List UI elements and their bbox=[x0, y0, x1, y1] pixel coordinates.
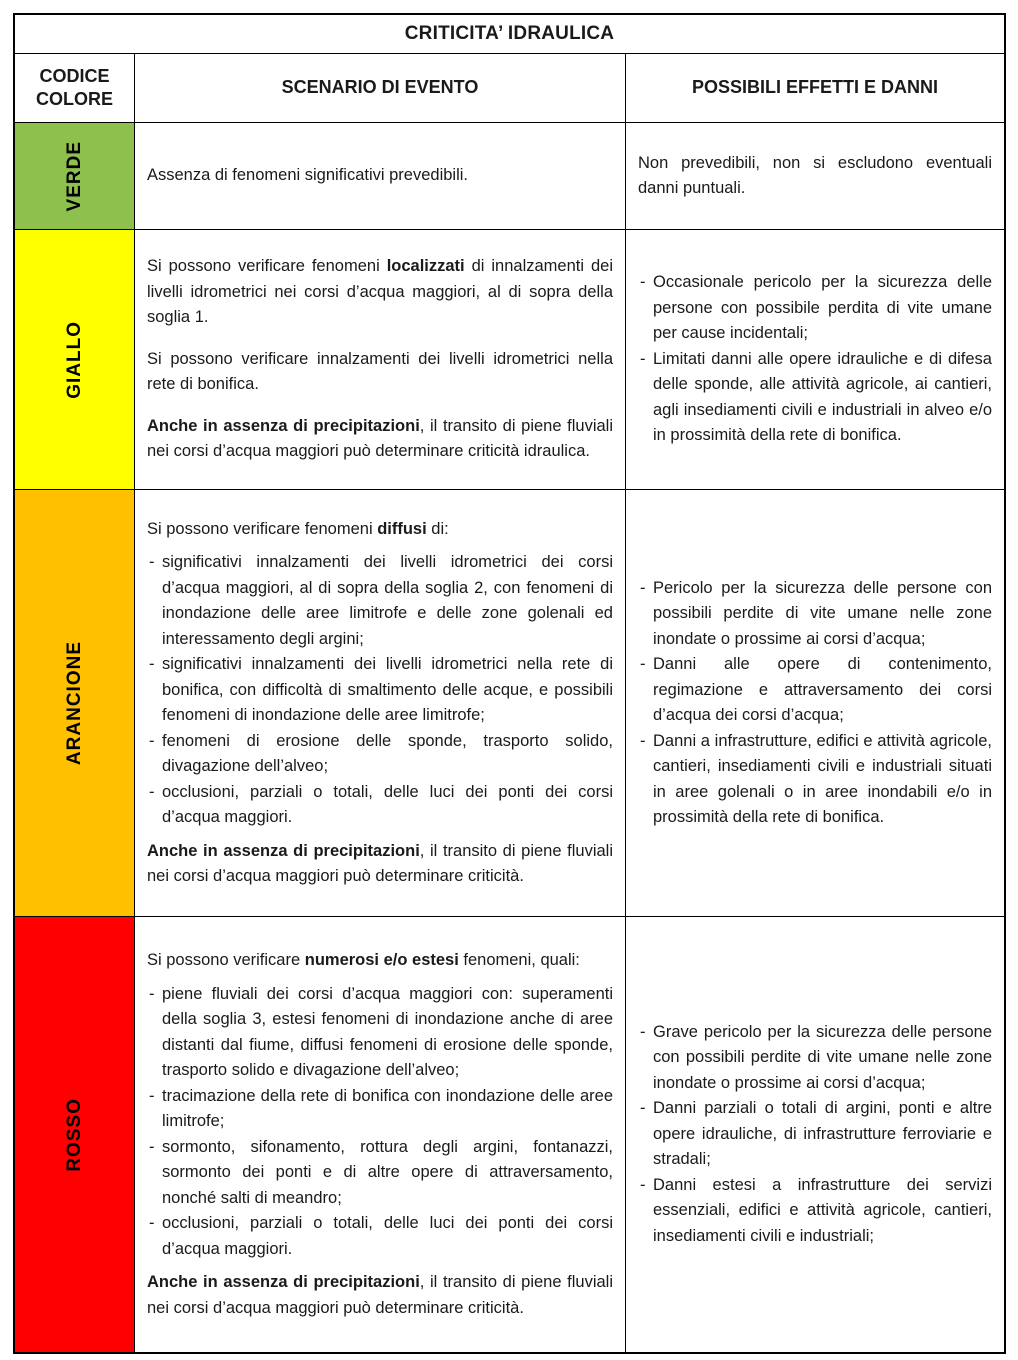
arancione-effects-cell: - Pericolo per la sicurezza delle persone con possibili perdite di vite umane nelle zone inondate o prossime ai corsi d’acqua; - Danni alle opere di contenimento, regimazione e attraversamento dei corsi d’acqua dei corsi d’acqua; - Danni a infrastrutture, edifici e attività agricole, cantieri, insediamenti civili e industriali situati in aree golenali o in aree inondabili e/o in prossimità della rete di bonifica. bbox=[626, 490, 1004, 916]
arancione-scenario-cell: Si possono verificare fenomeni diffusi di: - significativi innalzamenti dei livelli idrometrici dei corsi d’acqua maggiori, al di sopra della soglia 2, con fenomeni di inondazione delle aree limitrofe e delle zone golenali ed interessamento degli argini; - significativi innalzamenti dei livelli idrometrici nella rete di bonifica, con difficoltà di smaltimento delle acque, e possibili fenomeni di inondazione delle aree limitrofe; - fenomeni di erosione delle sponde, trasporto solido, divagazione dell’alveo; - occlusioni, parziali o totali, delle luci dei ponti dei corsi d’acqua maggiori. Anche in assenza di precipitazioni, il transito di piene fluviali nei corsi d’acqua maggiori può determinare criticità. bbox=[135, 490, 625, 916]
arancione-label: ARANCIONE bbox=[63, 640, 85, 766]
rosso-code-cell bbox=[15, 917, 134, 1352]
verde-effects-cell: Non prevedibili, non si escludono eventuali danni puntuali. bbox=[626, 123, 1004, 229]
giallo-effects-cell: - Occasionale pericolo per la sicurezza delle persone con possibile perdita di vite umane per cause incidentali; - Limitati danni alle opere idrauliche e di difesa delle sponde, alle attività agricole, ai cantieri, agli insediamenti civili e industriali in alveo e/o in prossimità della rete di bonifica. bbox=[626, 230, 1004, 489]
rosso-effects-cell: - Grave pericolo per la sicurezza delle persone con possibili perdite di vite umane nelle zone inondate o prossime ai corsi d’acqua; - Danni parziali o totali di argini, ponti e altre opere idrauliche, di infrastrutture ferroviarie e stradali; - Danni estesi a infrastrutture dei servizi essenziali, edifici e attività agricole, cantieri, insediamenti civili e industriali; bbox=[626, 917, 1004, 1352]
giallo-scenario-cell: Si possono verificare fenomeni localizzati di innalzamenti dei livelli idrometrici nei corsi d’acqua maggiori, al di sopra della soglia 1. Si possono verificare innalzamenti dei livelli idrometrici nella rete di bonifica. Anche in assenza di precipitazioni, il transito di piene fluviali nei corsi d’acqua maggiori può determinare criticità idraulica. bbox=[135, 230, 625, 489]
rosso-scenario-cell: Si possono verificare numerosi e/o estesi fenomeni, quali: - piene fluviali dei corsi d’acqua maggiori con: superamenti della soglia 3, estesi fenomeni di inondazione anche di aree distanti dal fiume, diffusi fenomeni di erosione delle sponde, trasporto solido e divagazione dell’alveo; - tracimazione della rete di bonifica con inondazione delle aree limitrofe; - sormonto, sifonamento, rottura degli argini, fontanazzi, sormonto dei ponti e di altre opere di attraversamento, nonché salti di meandro; - occlusioni, parziali o totali, delle luci dei ponti dei corsi d’acqua maggiori. Anche in assenza di precipitazioni, il transito di piene fluviali nei corsi d’acqua maggiori può determinare criticità. bbox=[135, 917, 625, 1352]
rosso-label: ROSSO bbox=[63, 1097, 85, 1172]
verde-code-cell bbox=[15, 123, 134, 229]
criticita-idraulica-table bbox=[13, 13, 1006, 1354]
verde-label: VERDE bbox=[63, 140, 85, 212]
arancione-code-cell bbox=[15, 490, 134, 916]
giallo-label: GIALLO bbox=[63, 320, 85, 399]
giallo-code-cell bbox=[15, 230, 134, 489]
table-title: CRITICITA’ IDRAULICA bbox=[15, 15, 1004, 53]
header-codice-colore: CODICE COLORE bbox=[15, 54, 134, 122]
header-possibili-effetti-e-danni: POSSIBILI EFFETTI E DANNI bbox=[626, 54, 1004, 122]
verde-scenario-cell: Assenza di fenomeni significativi prevedibili. bbox=[135, 123, 625, 229]
header-scenario-di-evento: SCENARIO DI EVENTO bbox=[135, 54, 625, 122]
